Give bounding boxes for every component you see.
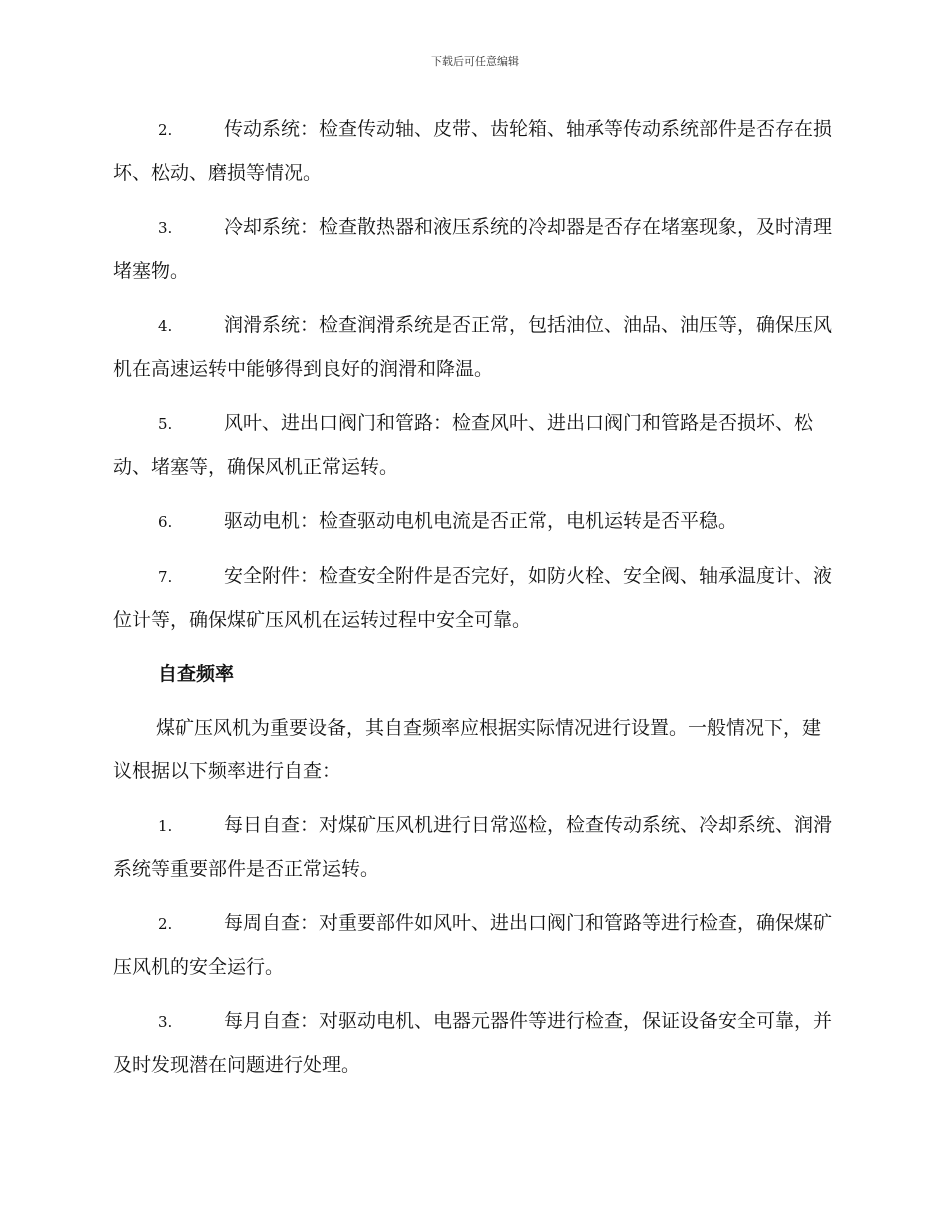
list-item bbox=[113, 206, 838, 293]
list-item-number: 1. bbox=[158, 817, 173, 835]
list-item-text: 冷却系统：检查散热器和液压系统的冷却器是否存在堵塞现象，及时清理堵塞物。 bbox=[113, 216, 833, 282]
list-item bbox=[113, 1000, 838, 1087]
list-item-number: 5. bbox=[158, 415, 173, 433]
list-item-number: 3. bbox=[158, 1013, 173, 1031]
list-item bbox=[113, 804, 838, 891]
section-intro: 煤矿压风机为重要设备，其自查频率应根据实际情况进行设置。一般情况下，建议根据以下频率进行自查： bbox=[113, 717, 822, 782]
list-item bbox=[113, 304, 838, 391]
list-item-text: 驱动电机：检查驱动电机电流是否正常，电机运转是否平稳。 bbox=[224, 510, 738, 532]
list-item-text: 安全附件：检查安全附件是否完好，如防火栓、安全阀、轴承温度计、液位计等，确保煤矿压风机在运转过程中安全可靠。 bbox=[113, 565, 833, 631]
list-item-text: 每日自查：对煤矿压风机进行日常巡检，检查传动系统、冷却系统、润滑系统等重要部件是否正常运转。 bbox=[113, 814, 833, 880]
list-item-text: 润滑系统：检查润滑系统是否正常，包括油位、油品、油压等，确保压风机在高速运转中能够得到良好的润滑和降温。 bbox=[113, 314, 833, 380]
list-item-number: 6. bbox=[158, 513, 173, 531]
list-item-text: 风叶、进出口阀门和管路：检查风叶、进出口阀门和管路是否损坏、松动、堵塞等，确保风机正常运转。 bbox=[113, 412, 814, 478]
list-item-number: 3. bbox=[158, 219, 173, 237]
list-item-number: 2. bbox=[158, 915, 173, 933]
list-item-text: 传动系统：检查传动轴、皮带、齿轮箱、轴承等传动系统部件是否存在损坏、松动、磨损等情况。 bbox=[113, 118, 833, 184]
list-item bbox=[113, 108, 838, 195]
section-heading: 自查频率 bbox=[158, 663, 235, 685]
document-body bbox=[113, 108, 838, 1098]
list-item bbox=[113, 402, 838, 489]
list-item bbox=[113, 555, 838, 642]
list-item-text: 每月自查：对驱动电机、电器元器件等进行检查，保证设备安全可靠，并及时发现潜在问题进行处理。 bbox=[113, 1010, 833, 1076]
list-item-number: 4. bbox=[158, 317, 173, 335]
list-item-number: 2. bbox=[158, 121, 173, 139]
list-item-number: 7. bbox=[158, 568, 173, 586]
page-header: 下载后可任意编辑 bbox=[431, 55, 519, 68]
list-item-text: 每周自查：对重要部件如风叶、进出口阀门和管路等进行检查，确保煤矿压风机的安全运行。 bbox=[113, 912, 833, 978]
list-item bbox=[113, 500, 838, 544]
list-item bbox=[113, 902, 838, 989]
